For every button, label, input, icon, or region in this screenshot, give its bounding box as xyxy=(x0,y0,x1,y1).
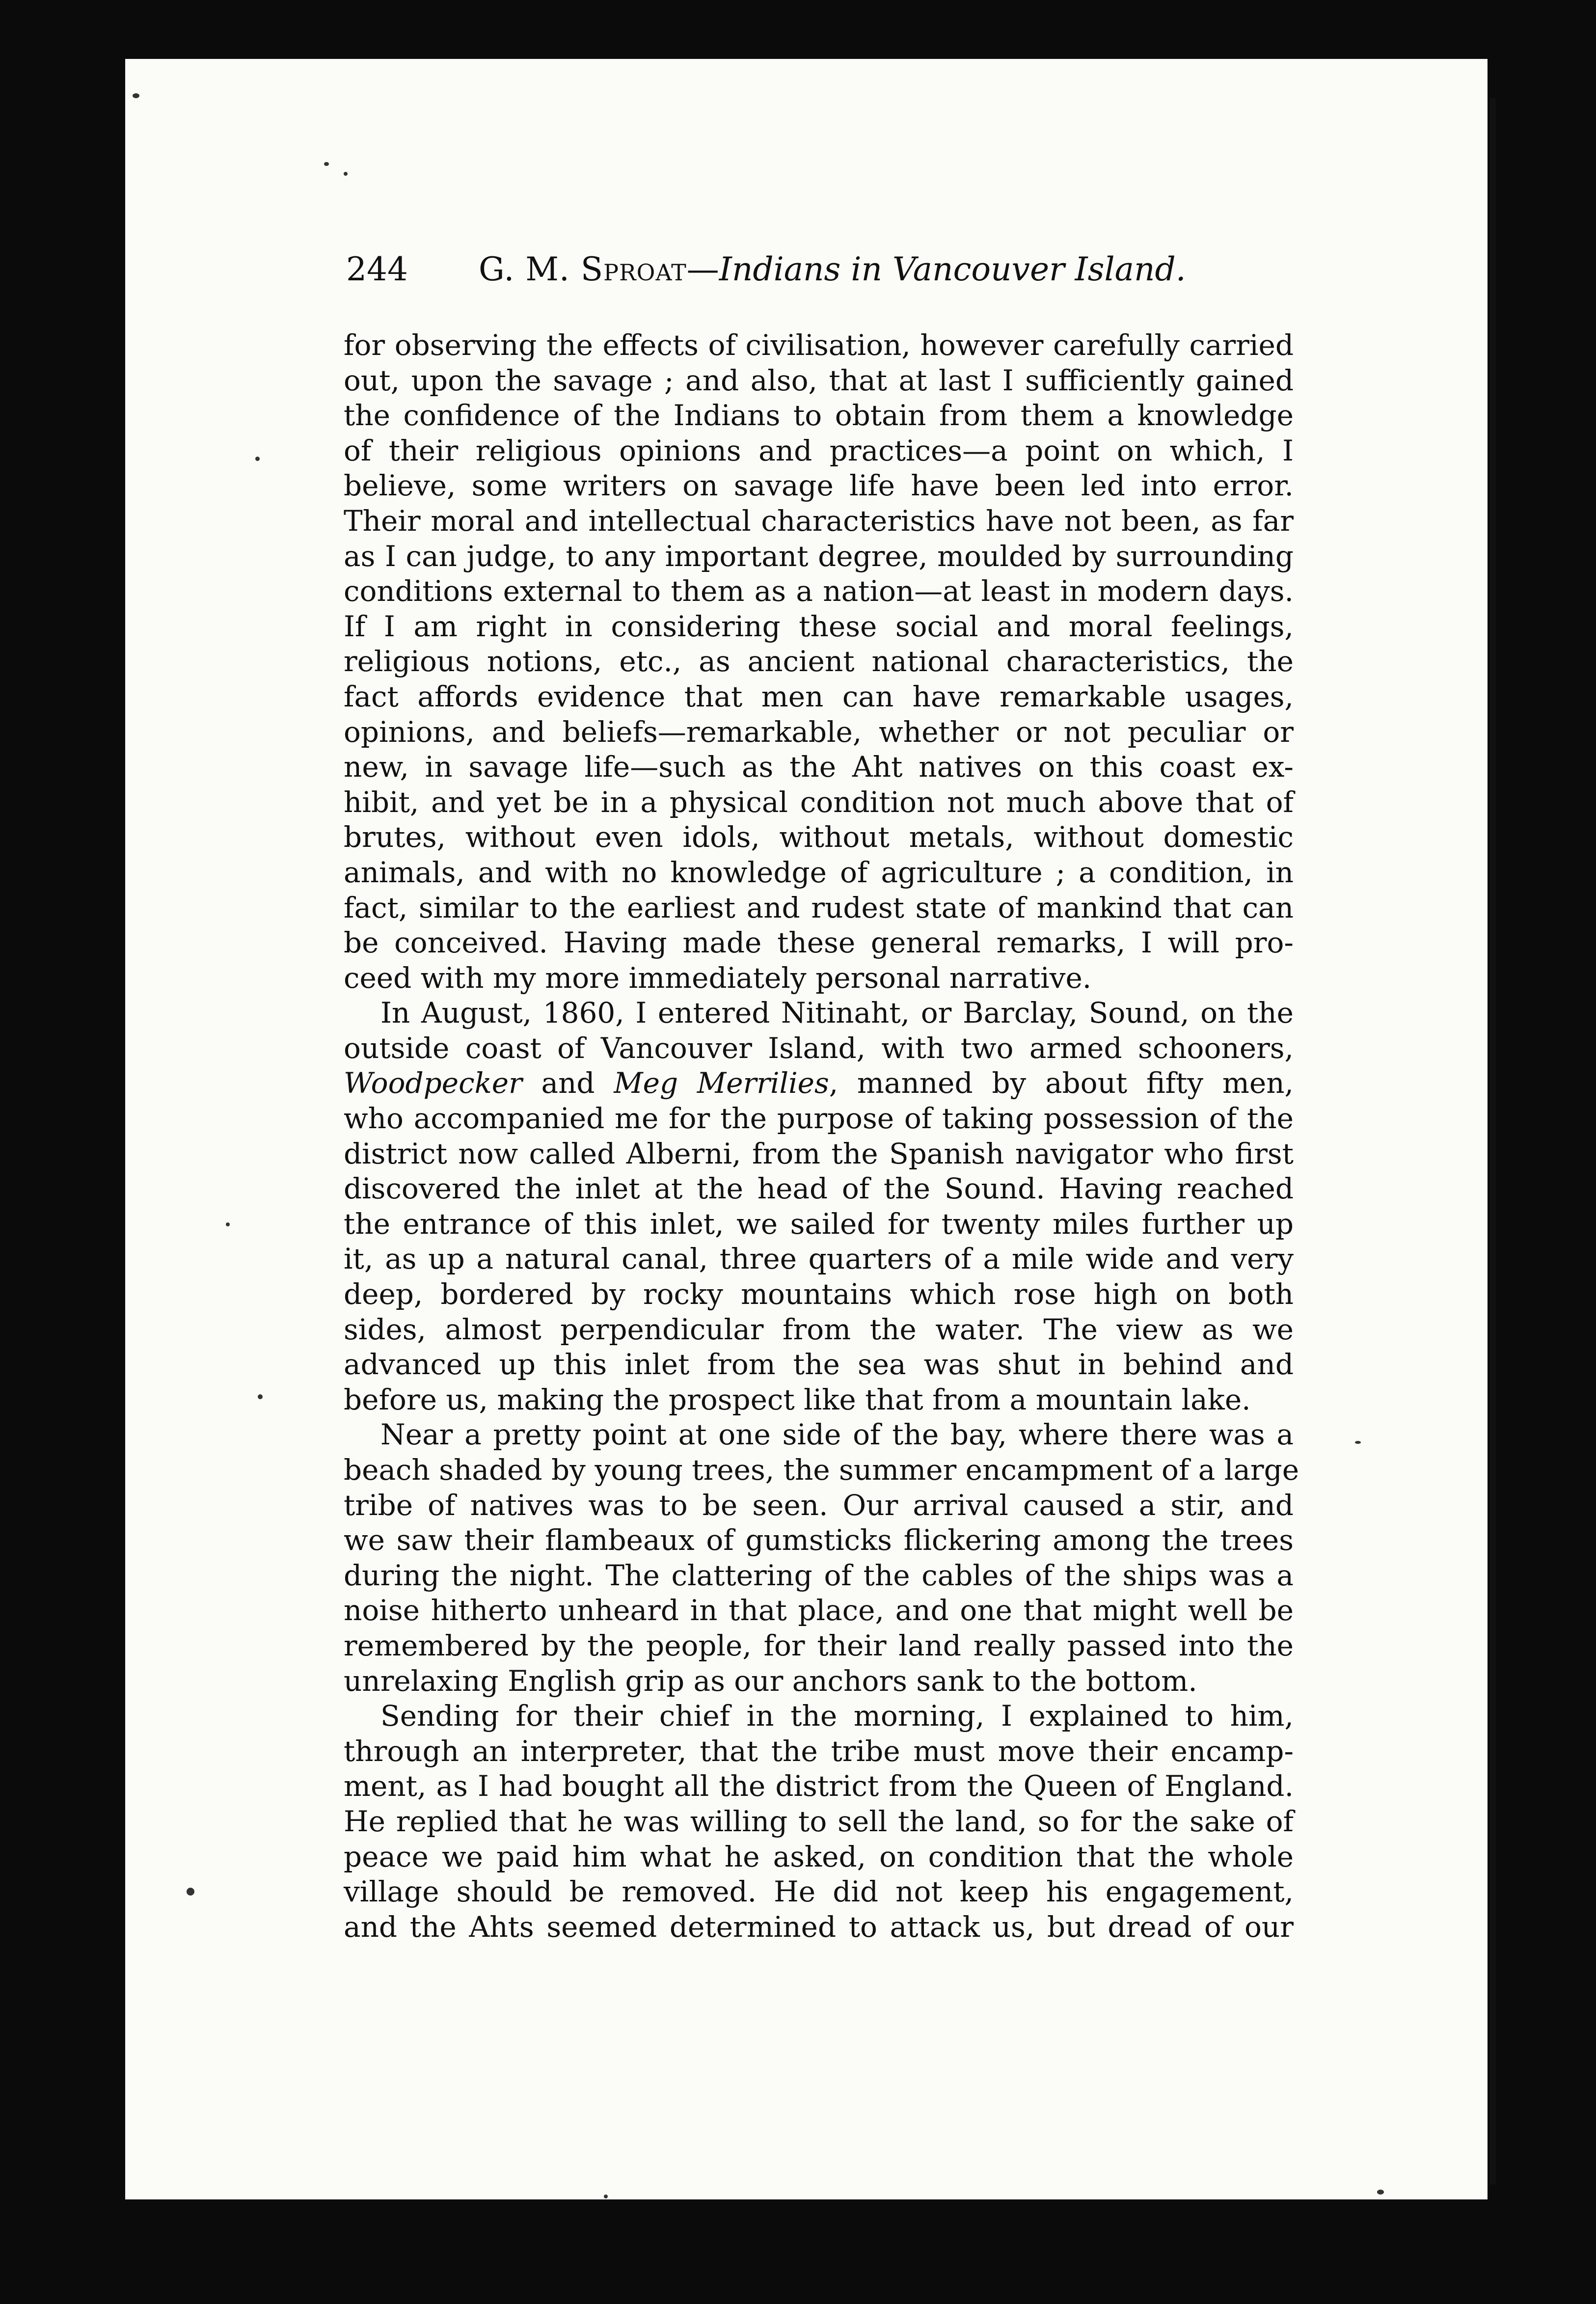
text-line: as I can judge, to any important degree, moulded by surrounding xyxy=(344,539,1294,573)
text-line: beach shaded by young trees, the summer encampment of a large xyxy=(344,1453,1299,1487)
text-line: Near a pretty point at one side of the bay, where there was a xyxy=(380,1418,1294,1452)
text-line: for observing the effects of civilisation, however carefully carried xyxy=(344,328,1294,362)
text-line: during the night. The clattering of the cables of the ships was a xyxy=(344,1558,1294,1592)
paragraph xyxy=(344,1417,1299,1699)
text-line: If I am right in considering these social and moral feelings, xyxy=(344,609,1294,643)
text-line: village should be removed. He did not keep his engagement, xyxy=(344,1875,1294,1909)
ship-name: Woodpecker xyxy=(344,1066,522,1100)
text-line: the entrance of this inlet, we sailed for twenty miles further up xyxy=(344,1207,1294,1241)
author-name: G. M. Sproat xyxy=(479,250,687,288)
text-line: of their religious opinions and practices—a point on which, I xyxy=(344,434,1294,467)
text-line: ceed with my more immediately personal narrative. xyxy=(344,961,1092,995)
text-line: noise hitherto unheard in that place, and one that might well be xyxy=(344,1594,1294,1627)
text-line: new, in savage life—such as the Aht natives on this coast ex- xyxy=(344,750,1294,784)
text-line: unrelaxing English grip as our anchors sank to the bottom. xyxy=(344,1664,1197,1698)
text-line: advanced up this inlet from the sea was shut in behind and xyxy=(344,1348,1294,1382)
text-line: through an interpreter, that the tribe must move their encamp- xyxy=(344,1734,1294,1768)
text-line: the confidence of the Indians to obtain from them a knowledge xyxy=(344,399,1294,433)
page-number: 244 xyxy=(346,250,408,288)
text-line: discovered the inlet at the head of the Sound. Having reached xyxy=(344,1172,1294,1206)
text-line: hibit, and yet be in a physical condition not much above that of xyxy=(344,785,1294,819)
text-line: religious notions, etc., as ancient national characteristics, the xyxy=(344,645,1294,678)
text-line: it, as up a natural canal, three quarters of a mile wide and very xyxy=(344,1242,1294,1276)
text-line: believe, some writers on savage life have been led into error. xyxy=(344,469,1294,503)
paragraph xyxy=(344,1699,1294,1945)
text-line: brutes, without even idols, without metals, without domestic xyxy=(344,820,1294,854)
text-line: conditions external to them as a nation—at least in modern days. xyxy=(344,574,1294,608)
text-line: In August, 1860, I entered Nitinaht, or Barclay, Sound, on the xyxy=(380,996,1294,1030)
body-text xyxy=(344,328,1299,1945)
text-line: outside coast of Vancouver Island, with two armed schooners, xyxy=(344,1031,1294,1065)
header-dash: — xyxy=(686,250,719,288)
text-line: He replied that he was willing to sell the land, so for the sake of xyxy=(344,1804,1294,1838)
running-header xyxy=(346,250,1402,304)
text-line: opinions, and beliefs—remarkable, whether or not peculiar or xyxy=(344,715,1294,749)
text-line: and the Ahts seemed determined to attack us, but dread of our xyxy=(344,1910,1294,1944)
text-line: animals, and with no knowledge of agriculture ; a condition, in xyxy=(344,855,1294,889)
text-line: peace we paid him what he asked, on condition that the whole xyxy=(344,1840,1294,1873)
text-line: district now called Alberni, from the Spanish navigator who first xyxy=(344,1137,1294,1170)
text-line: Their moral and intellectual characteristics have not been, as far xyxy=(344,504,1294,538)
text-line: tribe of natives was to be seen. Our arrival caused a stir, and xyxy=(344,1488,1294,1522)
page-edge-shadow xyxy=(1490,98,1496,2185)
text-line: ment, as I had bought all the district from the Queen of England. xyxy=(344,1769,1294,1803)
paragraph xyxy=(344,328,1294,996)
text-line: sides, almost perpendicular from the water. The view as we xyxy=(344,1312,1294,1346)
text-line: we saw their flambeaux of gumsticks flickering among the trees xyxy=(344,1523,1294,1557)
text-line: remembered by the people, for their land really passed into the xyxy=(344,1628,1294,1662)
text-line: Woodpecker and Meg Merrilies, manned by about fifty men, xyxy=(344,1066,1294,1100)
paragraph xyxy=(344,996,1294,1417)
ship-name: Meg Merrilies xyxy=(614,1066,829,1100)
running-title xyxy=(479,250,1186,288)
text-line: be conceived. Having made these general remarks, I will pro- xyxy=(344,926,1294,960)
text-line: who accompanied me for the purpose of taking possession of the xyxy=(344,1102,1294,1136)
article-title: Indians in Vancouver Island. xyxy=(719,250,1186,288)
text-line: out, upon the savage ; and also, that at last I sufficiently gained xyxy=(344,363,1294,397)
text-line: fact, similar to the earliest and rudest state of mankind that can xyxy=(344,891,1294,924)
text-line: before us, making the prospect like that from a mountain lake. xyxy=(344,1382,1251,1416)
text-line: deep, bordered by rocky mountains which rose high on both xyxy=(344,1277,1294,1311)
text-line: fact affords evidence that men can have remarkable usages, xyxy=(344,679,1294,713)
text-line: Sending for their chief in the morning, I explained to him, xyxy=(380,1699,1294,1733)
